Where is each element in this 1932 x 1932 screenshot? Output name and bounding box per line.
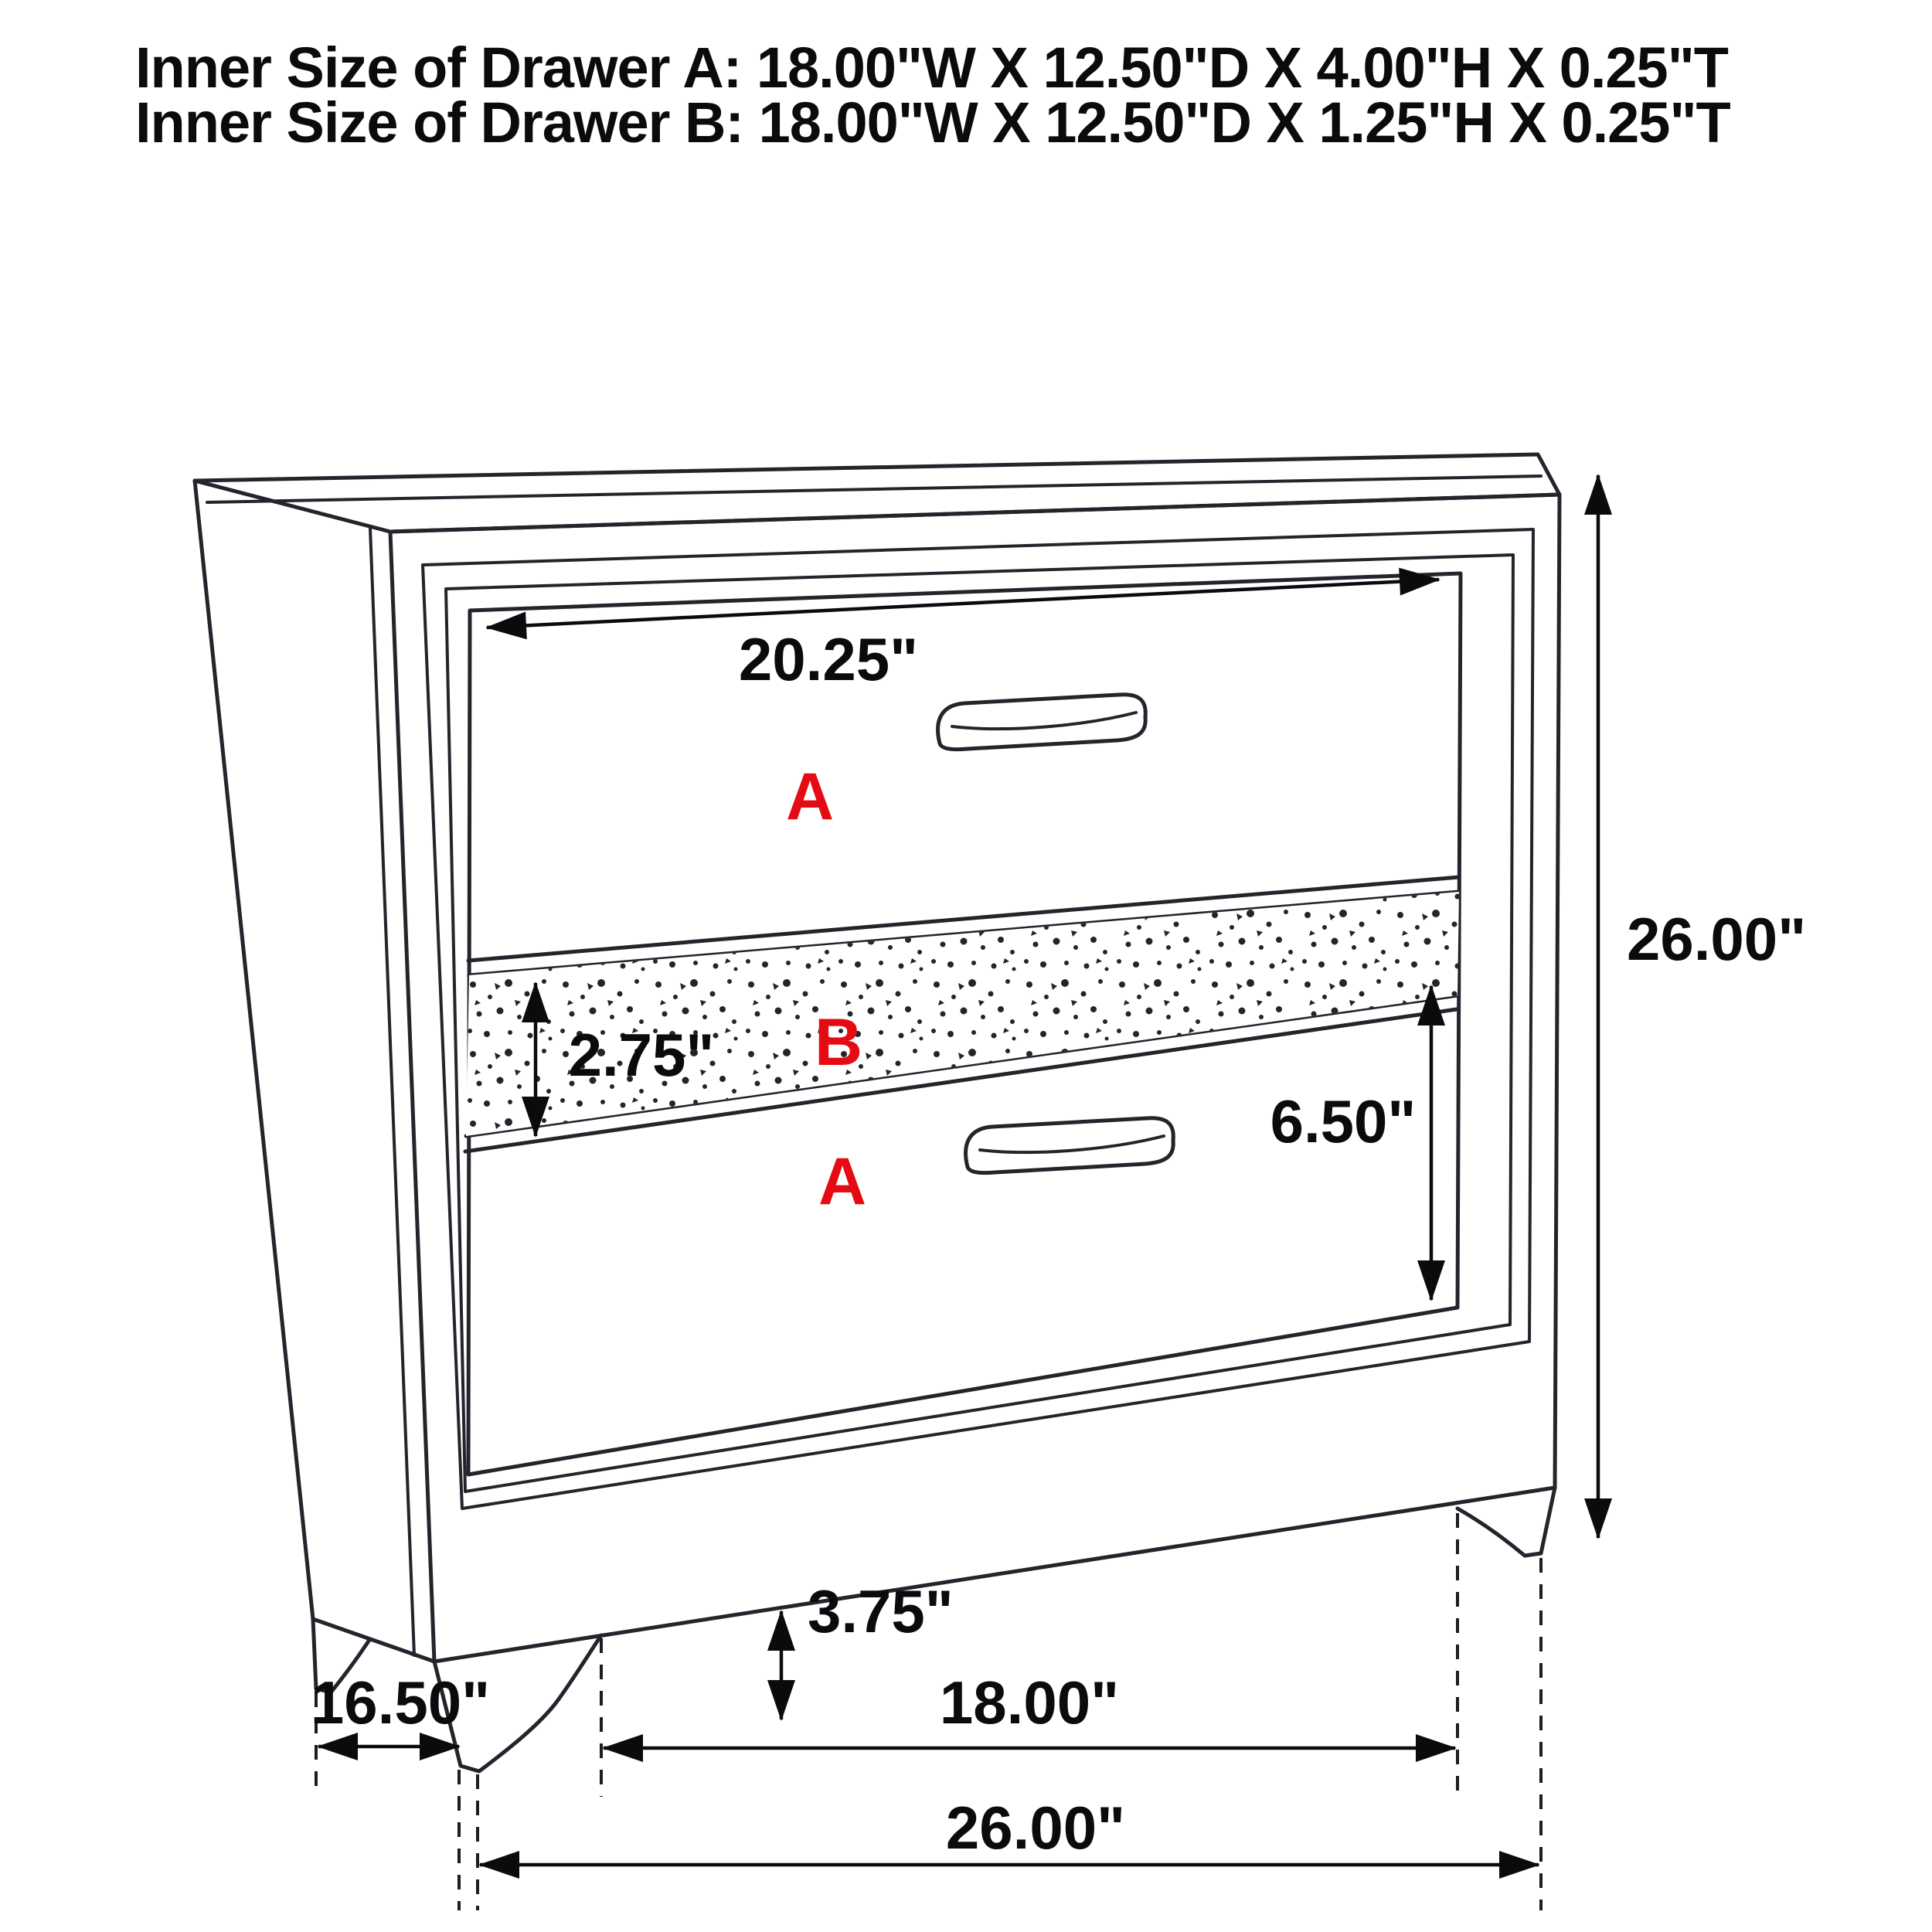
dim-leg-height: 3.75" (808, 1577, 954, 1645)
dimension-arrows (318, 475, 1598, 1865)
header-line-1: Inner Size of Drawer A: 18.00"W X 12.50"D X 4.00"H X 0.25"T (135, 36, 1728, 100)
drawer-handle-bottom-icon (966, 1118, 1174, 1173)
cabinet-top-face (195, 454, 1560, 532)
dim-band-height: 2.75" (568, 1021, 715, 1089)
dim-overall-width: 26.00" (945, 1794, 1126, 1862)
label-drawer-b: B (814, 1005, 863, 1080)
dim-between-legs-width: 18.00" (939, 1668, 1120, 1736)
cabinet-left-panel (195, 481, 434, 1662)
dim-overall-height: 26.00" (1627, 905, 1807, 973)
dim-top-inner-width: 20.25" (738, 625, 919, 693)
dim-bottom-opening-height: 6.50" (1270, 1087, 1417, 1155)
cabinet-left-panel-strip (370, 529, 414, 1655)
cabinet-top-inner-edge (207, 476, 1541, 502)
dim-side-depth: 16.50" (310, 1668, 491, 1736)
header-line-2: Inner Size of Drawer B: 18.00"W X 12.50"D X 1.25"H X 0.25"T (135, 90, 1730, 155)
drawer-handle-top-icon (938, 695, 1146, 750)
label-drawer-a-bottom: A (818, 1145, 867, 1219)
front-right-foot (1458, 1488, 1555, 1556)
extension-lines (316, 1513, 1541, 1910)
label-drawer-a-top: A (785, 760, 835, 834)
